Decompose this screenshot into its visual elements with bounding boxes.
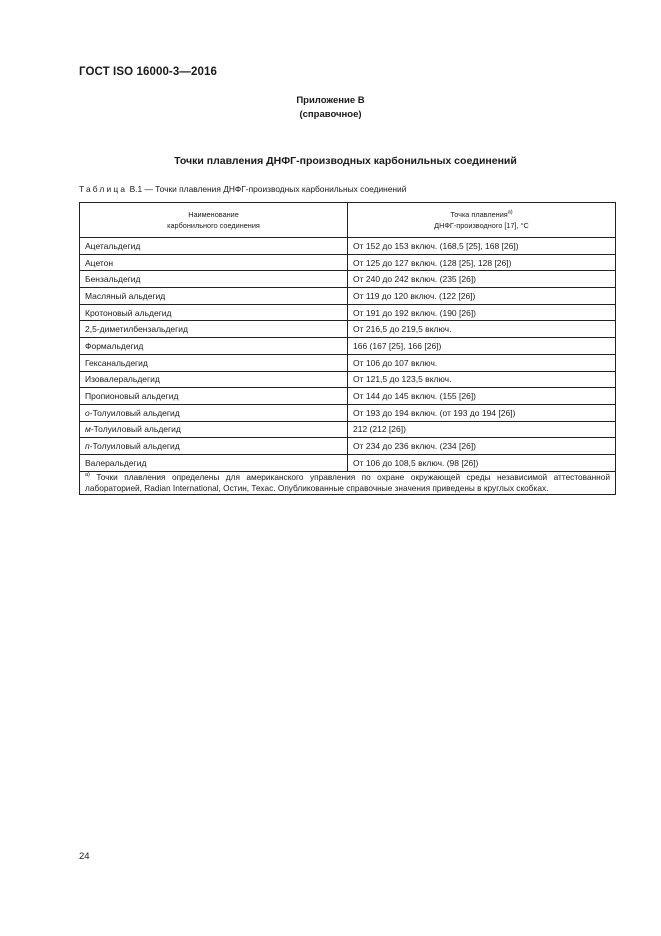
compound-name-cell <box>80 404 348 421</box>
table-caption-prefix: Таблица <box>79 184 128 194</box>
isomer-prefix: м <box>85 424 91 435</box>
compound-name-cell <box>80 271 348 288</box>
melting-point-cell: От 152 до 153 включ. (168,5 [25], 168 [26]) <box>348 238 616 255</box>
melting-point-cell: От 234 до 236 включ. (234 [26]) <box>348 438 616 455</box>
compound-name-cell <box>80 371 348 388</box>
table-row <box>80 454 616 471</box>
compound-name: Формальдегид <box>85 340 144 351</box>
table-row <box>80 421 616 438</box>
melting-point-cell: 166 (167 [25], 166 [26]) <box>348 338 616 355</box>
compound-name: Бензальдегид <box>85 274 141 285</box>
appendix-title: Точки плавления ДНФГ-производных карбонильных соединений <box>174 155 517 167</box>
compound-name: Ацетон <box>85 257 114 268</box>
compound-name-cell <box>80 321 348 338</box>
footnote-marker: а) <box>85 471 90 478</box>
appendix-heading <box>0 94 661 122</box>
melting-point-cell: От 191 до 192 включ. (190 [26]) <box>348 304 616 321</box>
table-row <box>80 288 616 305</box>
column-header-melting-point-line2: ДНФГ-производного [17], °С <box>434 221 529 230</box>
table-row <box>80 238 616 255</box>
footnote-text: Точки плавления определены для американского управления по охране окружающей среды независимой аттестованной лабораторией, Radian International, Остин, Техас. Опубликованные справочные значения приведены в круглых скобках. <box>85 471 610 493</box>
melting-point-cell: От 106 до 108,5 включ. (98 [26]) <box>348 454 616 471</box>
table-row <box>80 271 616 288</box>
column-header-melting-point-line1 <box>353 209 610 220</box>
isomer-prefix: п <box>85 441 90 452</box>
table-row <box>80 338 616 355</box>
table-row <box>80 354 616 371</box>
table-row <box>80 388 616 405</box>
melting-point-cell: От 240 до 242 включ. (235 [26]) <box>348 271 616 288</box>
melting-point-cell: От 125 до 127 включ. (128 [25], 128 [26]) <box>348 254 616 271</box>
column-header-compound <box>80 203 348 238</box>
column-header-compound-line1: Наименование <box>188 210 239 219</box>
table-caption-text: В.1 — Точки плавления ДНФГ-производных карбонильных соединений <box>127 184 407 194</box>
compound-name-cell <box>80 238 348 255</box>
compound-name-cell <box>80 388 348 405</box>
compound-name: -Толуиловый альдегид <box>89 441 180 452</box>
melting-point-cell: От 216,5 до 219,5 включ. <box>348 321 616 338</box>
melting-point-cell: От 193 до 194 включ. (от 193 до 194 [26]) <box>348 404 616 421</box>
compound-name-cell <box>80 338 348 355</box>
table-row <box>80 438 616 455</box>
page-number: 24 <box>79 851 90 862</box>
compound-name-cell <box>80 304 348 321</box>
compound-name-cell <box>80 438 348 455</box>
compound-name: Изовалеральдегид <box>85 374 160 385</box>
compound-name: -Толуиловый альдегид <box>90 424 181 435</box>
compound-name: Кротоновый альдегид <box>85 307 172 318</box>
column-header-compound-line2: карбонильного соединения <box>167 221 260 230</box>
appendix-type: (справочное) <box>299 109 362 120</box>
table-row <box>80 304 616 321</box>
compound-name-cell <box>80 288 348 305</box>
melting-points-table <box>79 202 616 495</box>
table-row <box>80 371 616 388</box>
compound-name: Масляный альдегид <box>85 290 166 301</box>
table-row <box>80 254 616 271</box>
table-row <box>80 321 616 338</box>
compound-name: Пропионовый альдегид <box>85 391 179 402</box>
compound-name: Ацетальдегид <box>85 240 141 251</box>
document-header: ГОСТ ISO 16000-3—2016 <box>79 66 217 78</box>
appendix-label: Приложение В <box>296 95 365 106</box>
compound-name: -Толуиловый альдегид <box>89 407 180 418</box>
column-header-melting-point-text: Точка плавления <box>450 210 508 219</box>
compound-name-cell <box>80 421 348 438</box>
melting-point-cell: От 119 до 120 включ. (122 [26]) <box>348 288 616 305</box>
table-header-row <box>80 203 616 238</box>
compound-name: 2,5-диметилбензальдегид <box>85 324 188 335</box>
melting-point-cell: 212 (212 [26]) <box>348 421 616 438</box>
melting-point-cell: От 121,5 до 123,5 включ. <box>348 371 616 388</box>
melting-point-cell: От 144 до 145 включ. (155 [26]) <box>348 388 616 405</box>
compound-name-cell <box>80 454 348 471</box>
compound-name: Гексанальдегид <box>85 357 148 368</box>
compound-name-cell <box>80 254 348 271</box>
table-caption <box>79 184 406 194</box>
table-row <box>80 404 616 421</box>
compound-name-cell <box>80 354 348 371</box>
table-footnote <box>80 471 616 495</box>
melting-point-cell: От 106 до 107 включ. <box>348 354 616 371</box>
isomer-prefix: о <box>85 407 90 418</box>
footnote-reference: а) <box>507 209 513 216</box>
compound-name: Валеральдегид <box>85 457 147 468</box>
column-header-melting-point <box>348 203 616 238</box>
